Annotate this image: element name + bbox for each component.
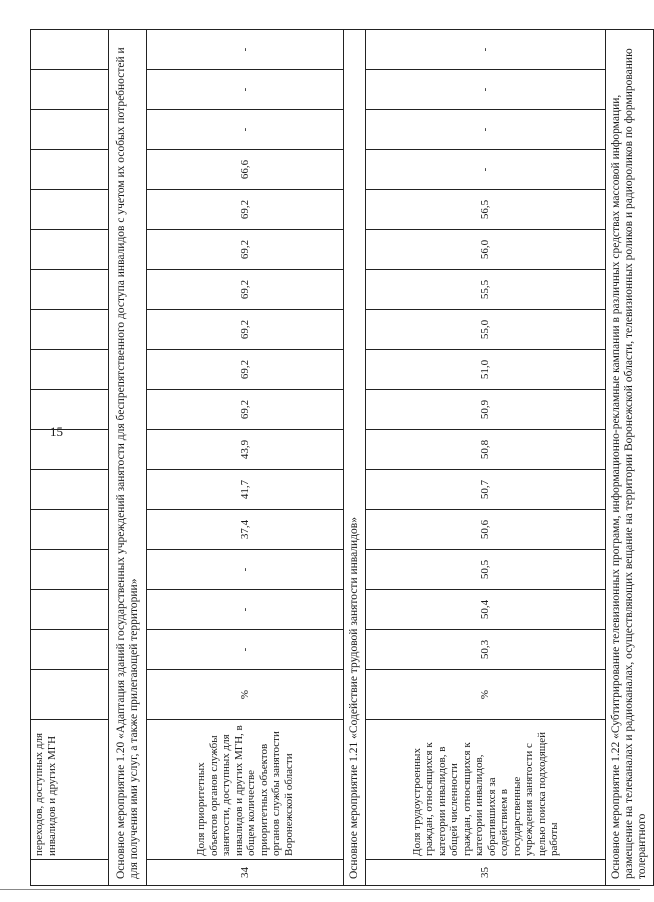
value-cell: 56,5 — [366, 190, 606, 230]
row-number: 35 — [366, 860, 606, 886]
value-cell: - — [147, 550, 344, 590]
value-cell: 55,0 — [366, 310, 606, 350]
table-row — [366, 30, 606, 886]
value-cell: 69,2 — [147, 230, 344, 270]
value-cell: 69,2 — [147, 190, 344, 230]
value-cell: 37,4 — [147, 510, 344, 550]
value-cell: 43,9 — [147, 430, 344, 470]
value-cell: 50,9 — [366, 390, 606, 430]
value-cell: - — [147, 630, 344, 670]
cell-num — [31, 860, 109, 886]
section-row — [344, 30, 366, 886]
value-cell: 69,2 — [147, 390, 344, 430]
value-cell: 69,2 — [147, 350, 344, 390]
unit: % — [147, 670, 344, 720]
page-edge-line — [0, 889, 640, 890]
page-number: 15 — [50, 424, 63, 439]
section-heading: Основное мероприятие 1.21 «Содействие трудовой занятости инвалидов» — [344, 30, 366, 886]
value-cell: 51,0 — [366, 350, 606, 390]
value-cell: - — [366, 150, 606, 190]
value-cell: 50,7 — [366, 470, 606, 510]
value-cell: 50,5 — [366, 550, 606, 590]
cell-label: переходов, доступных для инвалидов и других МГН — [31, 720, 109, 860]
indicator-label: Доля трудоустроенных граждан, относящихся к категории инвалидов, в общей численности граждан, относящихся к категории инвалидов, обратившихся за содействием в государственные учреждения занятости с целью поиска подходящей работы — [366, 720, 606, 860]
value-cell: - — [147, 110, 344, 150]
value-cell: 50,8 — [366, 430, 606, 470]
section-heading: Основное мероприятие 1.20 «Адаптация зданий государственных учреждений занятости для беспрепятственного доступа инвалидов с учетом их особых потребностей и для получения ими услуг, а также прилегающей территории» — [109, 30, 147, 886]
value-cell: - — [366, 70, 606, 110]
indicators-table — [30, 29, 654, 886]
value-cell: - — [147, 590, 344, 630]
value-cell: 50,3 — [366, 630, 606, 670]
value-cell: 50,6 — [366, 510, 606, 550]
value-cell: - — [147, 70, 344, 110]
rotated-table-wrapper — [30, 30, 648, 886]
table-row-top — [31, 30, 109, 886]
value-cell: 69,2 — [147, 310, 344, 350]
unit: % — [366, 670, 606, 720]
value-cell: 66,6 — [147, 150, 344, 190]
value-cell: 69,2 — [147, 270, 344, 310]
section-heading: Основное мероприятие 1.22 «Субтитрирование телевизионных программ, информационно-рекламные кампании в различных средствах массовой информации, размещение на телеканалах и радиоканалах, осуществляющих вещание на территории Воронежской области, телевизионных роликов и радиороликов по формированию толерантного — [606, 30, 654, 886]
value-cell: 55,5 — [366, 270, 606, 310]
table-row — [147, 30, 344, 886]
value-cell: 50,4 — [366, 590, 606, 630]
value-cell: 41,7 — [147, 470, 344, 510]
value-cell: - — [366, 30, 606, 70]
value-cell: - — [366, 110, 606, 150]
value-cell: - — [147, 30, 344, 70]
value-cell: 56,0 — [366, 230, 606, 270]
section-row — [606, 30, 654, 886]
indicator-label: Доля приоритетных объектов органов службы занятости, доступных для инвалидов и других МГН, в общем количестве приоритетных объектов органов службы занятости Воронежской области — [147, 720, 344, 860]
section-row — [109, 30, 147, 886]
row-number: 34 — [147, 860, 344, 886]
